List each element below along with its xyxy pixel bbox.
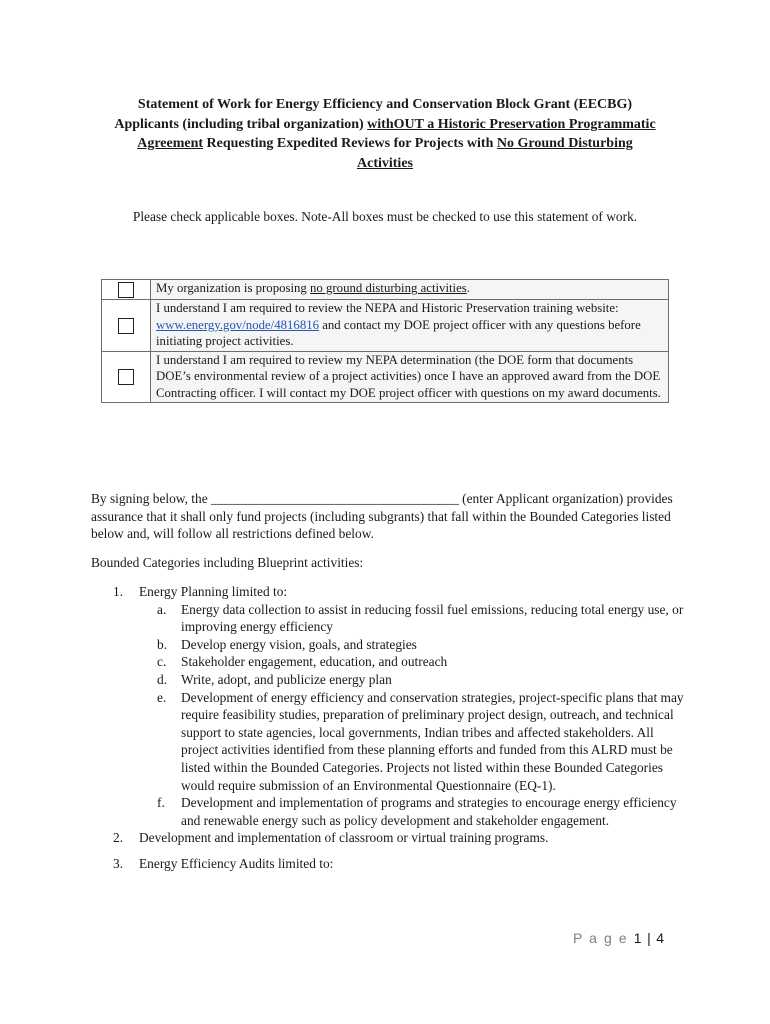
checklist-1-underlined: no ground disturbing activities	[310, 281, 467, 295]
checklist-1-text: My organization is proposing	[156, 281, 311, 295]
sub-list-text: Stakeholder engagement, education, and outreach	[181, 654, 448, 670]
checklist-2-end: and contact my DOE project officer with any questions before initiating project activities.	[156, 317, 641, 349]
title-line-2-underlined: withOUT a Historic Preservation Programmatic	[367, 116, 656, 132]
list-number: 2.	[113, 830, 124, 846]
sub-list-item	[91, 689, 691, 795]
sub-list-item	[91, 601, 691, 636]
assurance-text-start: By signing below, the	[91, 491, 208, 506]
assurance-text-end: (enter Applicant organization) provides assurance that it shall only fund projects (including subgrants) that fall within the Bounded Categories listed below and, will follow all restrictions defined below.	[91, 491, 673, 542]
sub-list-letter: f.	[157, 795, 165, 811]
checklist-row	[102, 300, 669, 352]
training-website-link[interactable]: www.energy.gov/node/4816816	[156, 317, 320, 332]
checklist-text	[151, 300, 669, 352]
list-item-label: Energy Planning limited to:	[139, 584, 288, 599]
list-item	[91, 855, 691, 873]
list-item-label: Energy Efficiency Audits limited to:	[139, 855, 334, 871]
checkbox-cell	[102, 280, 151, 300]
total-page-count: 4	[656, 930, 664, 946]
sub-list-item	[91, 794, 691, 829]
current-page-number: 1	[633, 930, 642, 946]
sub-list-text: Write, adopt, and publicize energy plan	[181, 671, 392, 687]
title-line-2-start: Applicants (including tribal organization)	[114, 116, 368, 132]
sub-list-item	[91, 636, 691, 654]
bounded-categories-heading: Bounded Categories including Blueprint activities:	[91, 555, 364, 570]
sub-list-text: Energy data collection to assist in reducing fossil fuel emissions, reducing total energy use, or improving energy efficiency	[181, 601, 684, 635]
applicant-organization-blank[interactable]: _____________________________________	[211, 491, 459, 506]
checklist-text	[151, 280, 669, 300]
sub-list-letter: e.	[157, 689, 167, 705]
checklist-text: I understand I am required to review my NEPA determination (the DOE form that documents DOE’s environmental review of a project activities) once I have an approved award from the DOE Contracting officer. I will contact my DOE project officer with questions on my award documents.	[151, 351, 669, 403]
checkbox-cell	[102, 300, 151, 352]
sub-list-text: Development of energy efficiency and conservation strategies, project-specific plans that may require feasibility studies, preparation of preliminary project design, outreach, and technical support to state agencies, local governments, Indian tribes and affected stakeholders. All project activities identified from these planning efforts and funded from this ALRD must be listed within the Bounded Categories. Projects not listed within these Bounded Categories would require submission of an Environmental Questionnaire (EQ-1).	[181, 689, 684, 793]
checkbox-cell	[102, 351, 151, 403]
title-line-3-mid: Requesting Expedited Reviews for Projects with	[203, 136, 497, 151]
sub-list-item	[91, 671, 691, 689]
sub-list-letter: c.	[157, 654, 167, 670]
assurance-paragraph	[91, 490, 681, 543]
checklist-row	[102, 351, 669, 403]
checklist-1-end: .	[466, 281, 470, 295]
list-item	[91, 829, 691, 847]
sub-list-letter: d.	[157, 671, 168, 687]
list-number: 1.	[113, 584, 124, 599]
page-footer	[573, 930, 664, 946]
sub-list-item	[91, 653, 691, 671]
sub-list-text: Develop energy vision, goals, and strategies	[181, 636, 417, 652]
checkbox-nepa-determination[interactable]	[118, 369, 134, 385]
bounded-categories-list	[91, 583, 691, 873]
sub-list-letter: a.	[157, 601, 167, 617]
title-line-3-underlined-end: No Ground Disturbing	[496, 136, 633, 151]
list-item-label: Development and implementation of classroom or virtual training programs.	[139, 830, 549, 846]
title-line-3-underlined: Agreement	[137, 136, 204, 151]
list-number: 3.	[113, 855, 124, 871]
document-title	[80, 95, 690, 173]
title-line-1: Statement of Work for Energy Efficiency and Conservation Block Grant (EECBG)	[137, 97, 633, 112]
sub-list-letter: b.	[157, 636, 168, 652]
page-label: P a g e	[572, 930, 629, 946]
checkbox-no-ground-disturbing[interactable]	[118, 282, 134, 298]
list-item	[91, 583, 691, 601]
title-line-4-underlined: Activities	[357, 155, 413, 171]
checklist-2-text: I understand I am required to review the NEPA and Historic Preservation training website:	[156, 301, 619, 316]
checkbox-training-website[interactable]	[118, 318, 134, 334]
checklist-row	[102, 280, 669, 300]
sub-list-text: Development and implementation of programs and strategies to encourage energy efficiency and renewable energy such as policy development and stakeholder engagement.	[181, 795, 677, 828]
list-spacer	[91, 847, 691, 855]
page-separator: |	[647, 930, 651, 946]
checklist-table	[101, 279, 669, 403]
instruction-text: Please check applicable boxes. Note-All boxes must be checked to use this statement of work.	[132, 209, 638, 224]
